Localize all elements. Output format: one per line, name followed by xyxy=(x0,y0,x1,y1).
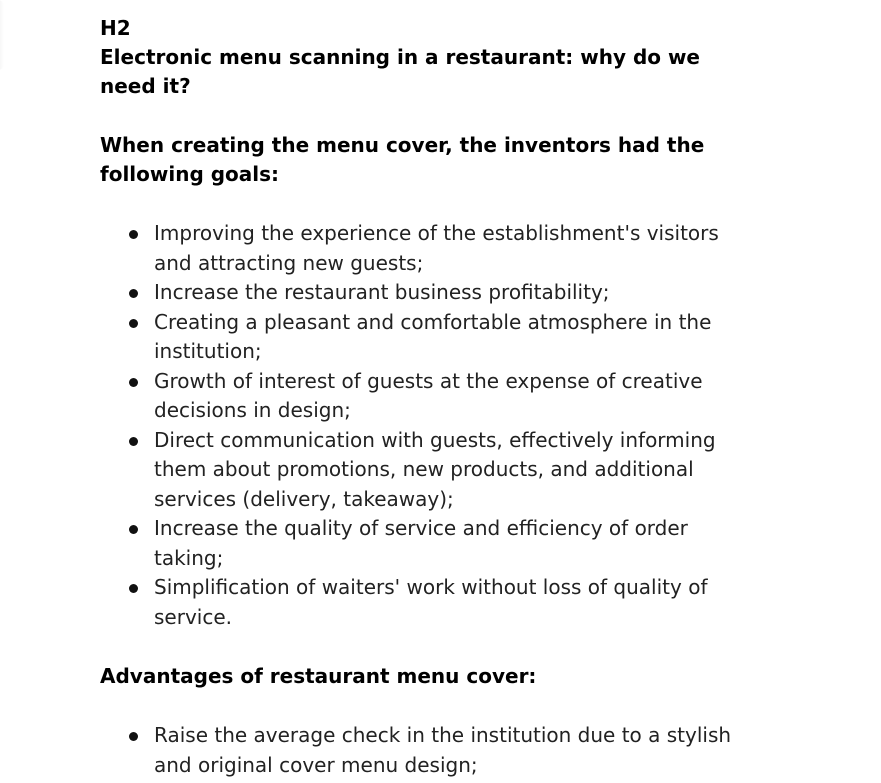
goals-list xyxy=(100,219,760,632)
heading-level-tag: H2 xyxy=(100,16,131,40)
list-item: Growth of interest of guests at the expense of creative decisions in design; xyxy=(128,367,760,426)
list-item: Direct communication with guests, effectively informing them about promotions, new products, and additional services (delivery, takeaway); xyxy=(128,426,760,515)
list-item: Simplification of waiters' work without loss of quality of service. xyxy=(128,573,760,632)
left-edge-shadow xyxy=(0,0,4,70)
article-title: Electronic menu scanning in a restaurant: why do we need it? xyxy=(100,45,700,98)
list-item: Increase the restaurant business profitability; xyxy=(128,278,760,308)
list-item: Increase the quality of service and efficiency of order taking; xyxy=(128,514,760,573)
document-content xyxy=(100,14,760,780)
list-item: Creating a pleasant and comfortable atmosphere in the institution; xyxy=(128,308,760,367)
advantages-list xyxy=(100,721,760,780)
goals-heading: When creating the menu cover, the inventors had the following goals: xyxy=(100,133,705,186)
list-item: Raise the average check in the institution due to a stylish and original cover menu design; xyxy=(128,721,760,780)
list-item: Improving the experience of the establishment's visitors and attracting new guests; xyxy=(128,219,760,278)
advantages-heading: Advantages of restaurant menu cover: xyxy=(100,664,537,688)
